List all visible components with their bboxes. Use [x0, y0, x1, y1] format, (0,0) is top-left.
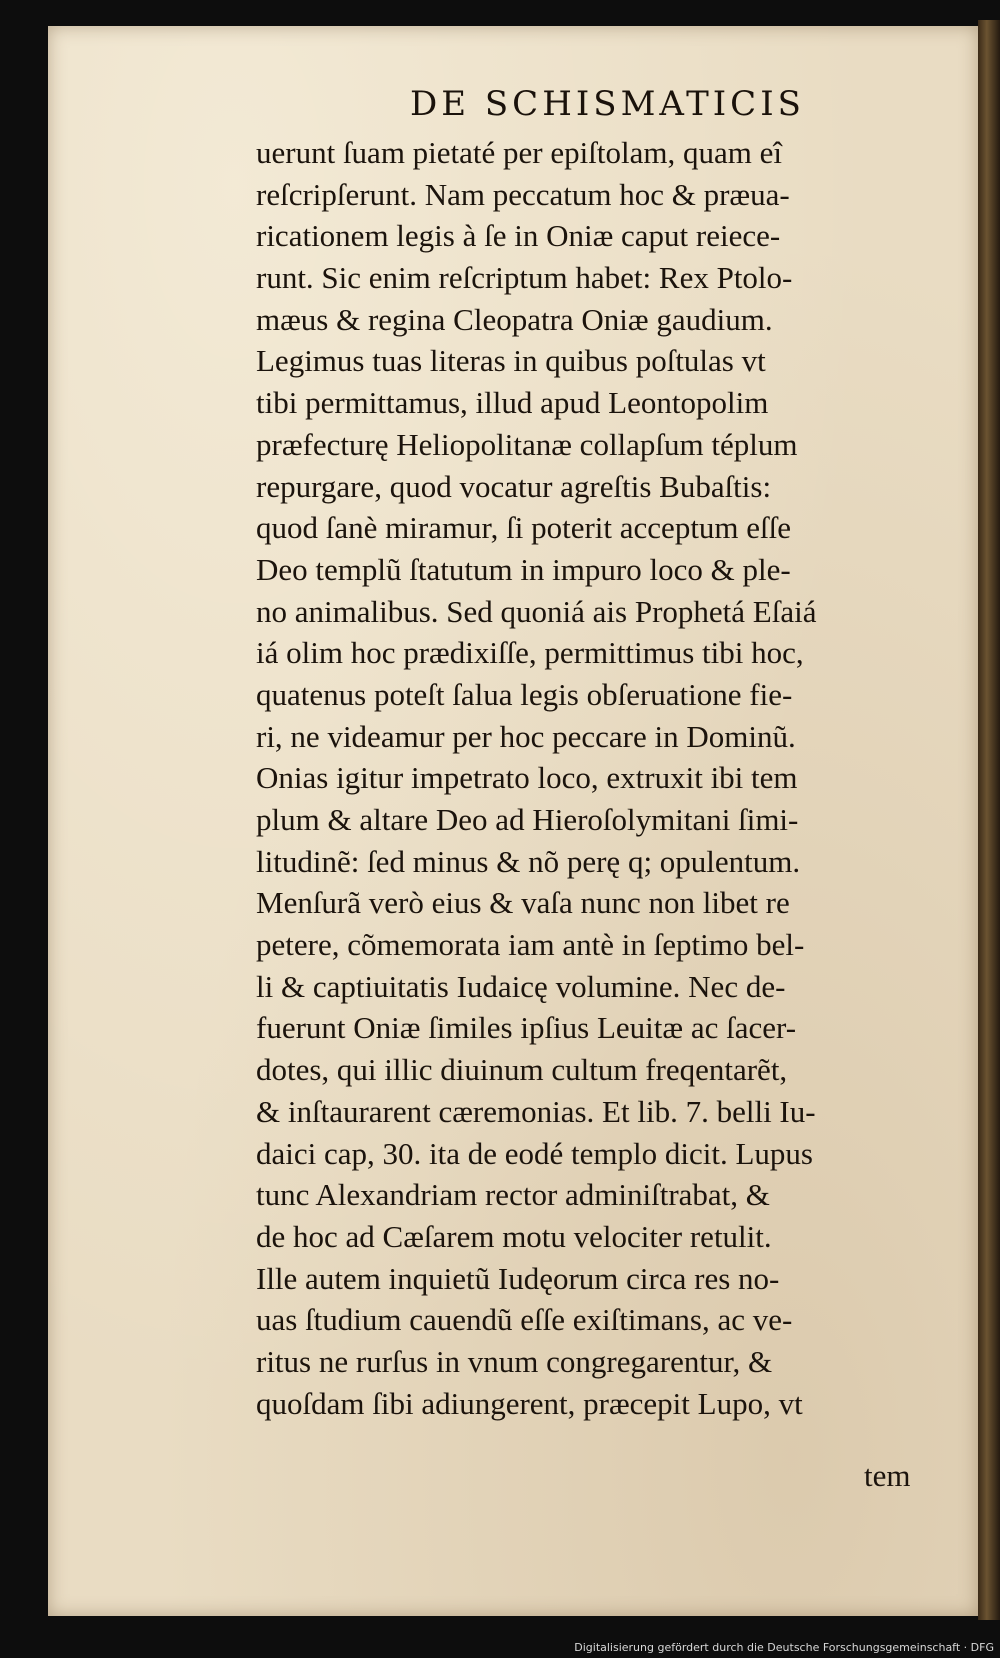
text-line: Ille autem inquietũ Iudęorum circa res no- — [256, 1260, 780, 1296]
text-line: quoſdam ſibi adiungerent, præcepit Lupo, vt — [256, 1385, 803, 1421]
text-line: Legimus tuas literas in quibus poſtulas vt — [256, 343, 766, 379]
text-line: Onias igitur impetrato loco, extruxit ibi tem — [256, 760, 798, 796]
text-line: plum & altare Deo ad Hieroſolymitani ſimi- — [256, 802, 799, 837]
text-line: ri, ne videamur per hoc peccare in Dominũ. — [256, 718, 796, 754]
text-line: tibi permittamus, illud apud Leontopolim — [256, 385, 769, 421]
text-line: præfecturę Heliopolitanæ collapſum téplum — [256, 426, 798, 462]
text-line: reſcripſerunt. Nam peccatum hoc & præua- — [256, 176, 790, 212]
text-line: tunc Alexandriam rector adminiſtrabat, & — [256, 1177, 770, 1213]
text-line: Menſurã verò eius & vaſa nunc non libet re — [256, 885, 790, 921]
running-title: DE SCHISMATICIS — [410, 84, 805, 124]
text-line: Deo templũ ſtatutum in impuro loco & ple- — [256, 551, 791, 587]
text-line: litudinẽ: ſed minus & nõ perę q; opulentum. — [256, 843, 801, 879]
text-line: no animalibus. Sed quoniá ais Prophetá Eſaiá — [256, 593, 817, 629]
text-line: de hoc ad Cæſarem motu velociter retulit. — [256, 1218, 772, 1254]
text-line: repurgare, quod vocatur agreſtis Bubaſtis: — [256, 468, 772, 504]
text-line: daici cap, 30. ita de eodé templo dicit. Lupus — [256, 1135, 813, 1171]
text-line: fuerunt Oniæ ſimiles ipſius Leuitæ ac ſacer- — [256, 1010, 797, 1046]
text-line: quatenus poteſt ſalua legis obſeruatione fie- — [256, 676, 793, 712]
text-line: li & captiuitatis Iudaicę volumine. Nec de- — [256, 968, 786, 1004]
text-line: mæus & regina Cleopatra Oniæ gaudium. — [256, 301, 773, 337]
text-line: ritus ne rurſus in vnum congregarentur, & — [256, 1343, 773, 1379]
text-line: & inſtaurarent cæremonias. Et lib. 7. belli Iu- — [256, 1093, 816, 1129]
text-line: iá olim hoc prædixiſſe, permittimus tibi hoc, — [256, 635, 804, 671]
text-line: dotes, qui illic diuinum cultum freqentarẽt, — [256, 1052, 788, 1088]
text-line: runt. Sic enim reſcriptum habet: Rex Ptolo- — [256, 260, 793, 296]
body-text-block — [256, 132, 946, 1424]
book-spine-edge — [978, 20, 1000, 1620]
catchword: tem — [864, 1458, 911, 1493]
digitization-credit: Digitalisierung gefördert durch die Deutsche Forschungsgemeinschaft · DFG — [574, 1641, 994, 1654]
text-line: quod ſanè miramur, ſi poterit acceptum eſſe — [256, 510, 792, 546]
text-line: uerunt ſuam pietaté per epiſtolam, quam eî — [256, 135, 782, 170]
text-line: ricationem legis à ſe in Oniæ caput reiece- — [256, 218, 781, 254]
text-line: petere, cõmemorata iam antè in ſeptimo bel- — [256, 927, 805, 963]
text-line: uas ſtudium cauendũ eſſe exiſtimans, ac ve- — [256, 1302, 793, 1338]
